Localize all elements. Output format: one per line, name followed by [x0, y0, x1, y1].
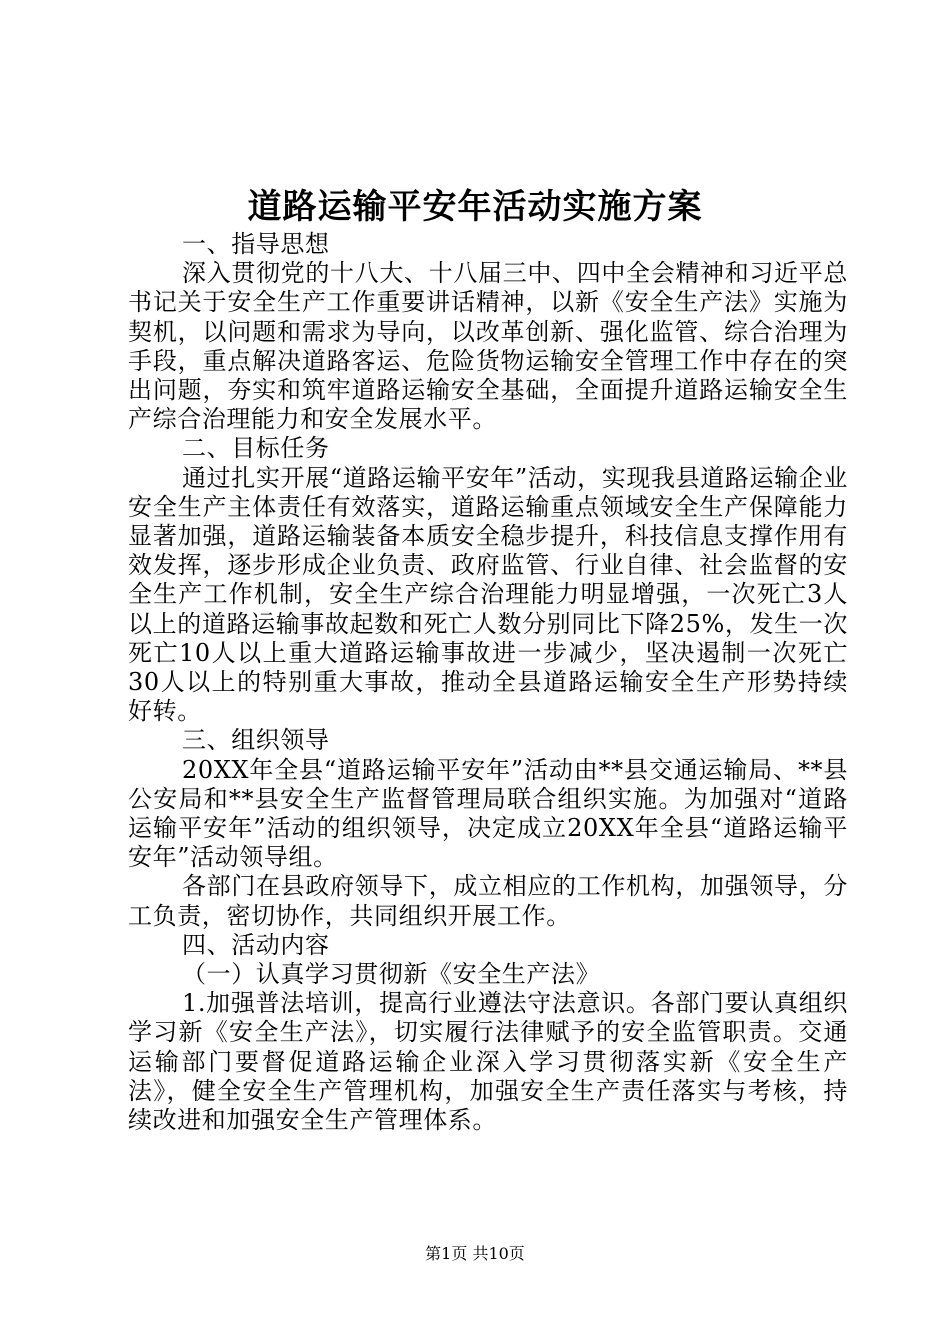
document-title: 道路运输平安年活动实施方案 [247, 187, 703, 227]
subsection-heading-safety-law: （一）认真学习贯彻新《安全生产法》 [182, 960, 601, 989]
section-heading-guiding-ideology: 一、指导思想 [182, 230, 330, 258]
paragraph-legal-training: 1.加强普法培训，提高行业遵法守法意识。各部门要认真组织学习新《安全生产法》，切实履行法律赋予的安全监管职责。交通运输部门要督促道路运输企业深入学习贯彻落实新《安全生产法》，健全安全生产管理机构，加强安全生产责任落实与考核，持续改进和加强安全生产管理体系。 [128, 989, 848, 1135]
section-heading-goals-tasks: 二、目标任务 [182, 434, 330, 463]
paragraph-departments: 各部门在县政府领导下，成立相应的工作机构，加强领导，分工负责，密切协作，共同组织开展工作。 [128, 872, 848, 930]
document-body [128, 230, 848, 1135]
paragraph-organization: 20XX年全县“道路运输平安年”活动由**县交通运输局、**县公安局和**县安全生产监督管理局联合组织实施。为加强对“道路运输平安年”活动的组织领导，决定成立20XX年全县“道路运输平安年”活动领导组。 [128, 755, 848, 872]
paragraph-goals-tasks: 通过扎实开展“道路运输平安年”活动，实现我县道路运输企业安全生产主体责任有效落实，道路运输重点领域安全生产保障能力显著加强，道路运输装备本质安全稳步提升，科技信息支撑作用有效发挥，逐步形成企业负责、政府监管、行业自律、社会监督的安全生产工作机制，安全生产综合治理能力明显增强，一次死亡3人以上的道路运输事故起数和死亡人数分别同比下降25%，发生一次死亡10人以上重大道路运输事故进一步减少，坚决遏制一次死亡30人以上的特别重大事故，推动全县道路运输安全生产形势持续好转。 [128, 463, 848, 726]
paragraph-guiding-ideology: 深入贯彻党的十八大、十八届三中、四中全会精神和习近平总书记关于安全生产工作重要讲话精神，以新《安全生产法》实施为契机，以问题和需求为导向，以改革创新、强化监管、综合治理为手段，重点解决道路客运、危险货物运输安全管理工作中存在的突出问题，夯实和筑牢道路运输安全基础，全面提升道路运输安全生产综合治理能力和安全发展水平。 [128, 259, 848, 434]
section-heading-activities: 四、活动内容 [182, 930, 330, 959]
page-footer: 第1页 共10页 [425, 1244, 525, 1263]
section-heading-organization: 三、组织领导 [182, 726, 330, 755]
